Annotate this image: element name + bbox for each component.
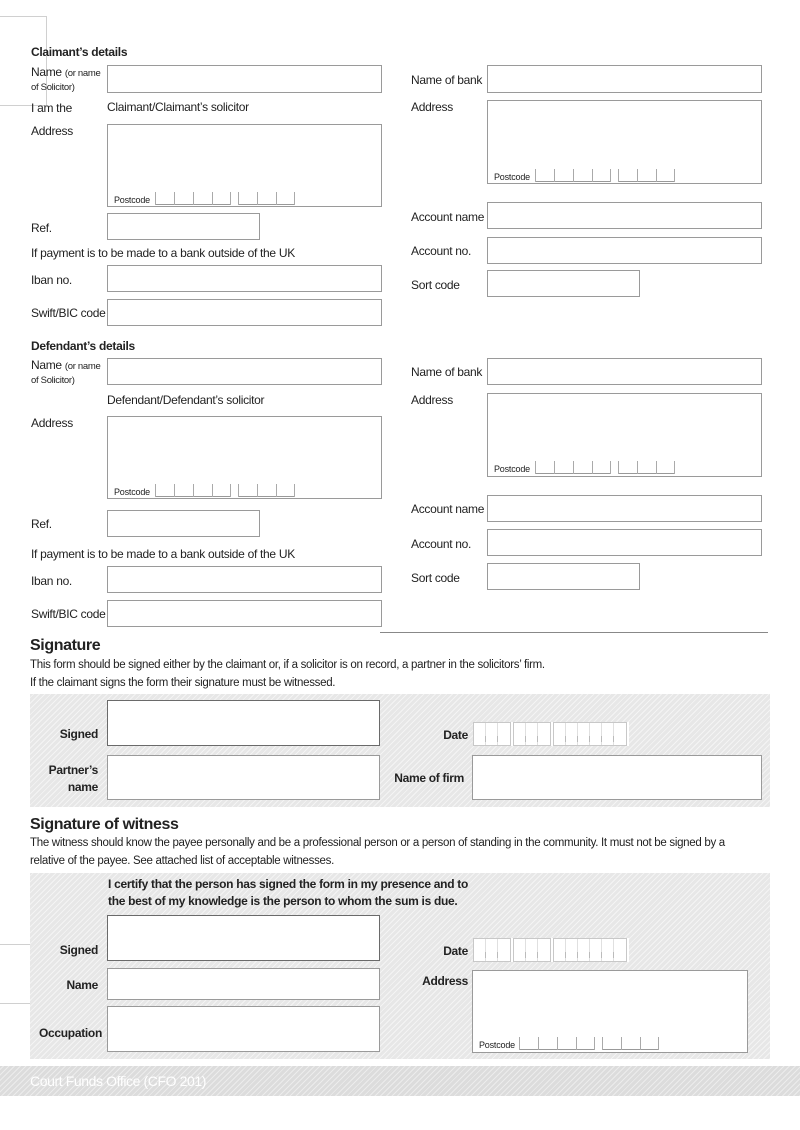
- defendant-account-no-label: Account no.: [411, 537, 472, 551]
- witness-name-input[interactable]: [107, 968, 380, 1000]
- defendant-bank-postcode-input[interactable]: [535, 461, 611, 474]
- claimant-swift-input[interactable]: [107, 299, 382, 326]
- defendant-bank-postcode-label: Postcode: [494, 464, 530, 474]
- claimant-bank-postcode-input[interactable]: [535, 169, 611, 182]
- firm-name-label: Name of firm: [394, 771, 464, 785]
- witness-date-input[interactable]: [473, 938, 629, 962]
- defendant-iban-input[interactable]: [107, 566, 382, 593]
- witness-instructions-2: relative of the payee. See attached list of acceptable witnesses.: [30, 855, 334, 867]
- signature-input[interactable]: [107, 700, 380, 746]
- claimant-bank-name-input[interactable]: [487, 65, 762, 93]
- defendant-bank-address-label: Address: [411, 393, 453, 407]
- claimant-bank-outside-note: If payment is to be made to a bank outside of the UK: [31, 246, 295, 260]
- defendant-bank-name-input[interactable]: [487, 358, 762, 385]
- claimant-iban-label: Iban no.: [31, 273, 72, 287]
- witness-certify-text: I certify that the person has signed the form in my presence and to the best of my knowledge is the person to whom the sum is due.: [108, 877, 468, 908]
- defendant-swift-input[interactable]: [107, 600, 382, 627]
- witness-postcode-label: Postcode: [479, 1040, 515, 1050]
- signature-instructions-2: If the claimant signs the form their signature must be witnessed.: [30, 677, 336, 689]
- witness-postcode-input[interactable]: [519, 1037, 595, 1050]
- defendant-address-input[interactable]: [107, 416, 382, 499]
- defendant-iban-label: Iban no.: [31, 574, 72, 588]
- partners-name-label: Partner’s name: [48, 763, 98, 794]
- defendant-swift-label: Swift/BIC code: [31, 607, 106, 621]
- defendant-bank-address-input[interactable]: [487, 393, 762, 477]
- claimant-account-name-label: Account name: [411, 210, 485, 224]
- section-divider: [380, 632, 768, 633]
- claimant-bank-postcode-input-2[interactable]: [618, 169, 675, 182]
- claimant-postcode-input-2[interactable]: [238, 192, 295, 205]
- claimant-address-input[interactable]: [107, 124, 382, 207]
- defendant-sort-code-input[interactable]: [487, 563, 640, 590]
- defendant-bank-name-label: Name of bank: [411, 365, 483, 379]
- claimant-bank-name-label: Name of bank: [411, 73, 483, 87]
- claimant-address-label: Address: [31, 124, 73, 138]
- claimant-bank-postcode-label: Postcode: [494, 172, 530, 182]
- claimant-postcode-input[interactable]: [155, 192, 231, 205]
- claimant-account-no-label: Account no.: [411, 244, 472, 258]
- signature-instructions-1: This form should be signed either by the claimant or, if a solicitor is on record, a partner in the solicitors’ firm.: [30, 659, 545, 671]
- corner-mark-bottom: [0, 944, 32, 1004]
- defendant-bank-outside-note: If payment is to be made to a bank outside of the UK: [31, 547, 295, 561]
- witness-signature-input[interactable]: [107, 915, 380, 961]
- defendant-name-label: Name (or name of Solicitor): [31, 358, 101, 386]
- claimant-name-label: Name (or name of Solicitor): [31, 65, 101, 93]
- defendant-postcode-label: Postcode: [114, 487, 150, 497]
- witness-date-label: Date: [443, 944, 468, 958]
- firm-name-input[interactable]: [472, 755, 762, 800]
- claimant-account-name-input[interactable]: [487, 202, 762, 229]
- witness-signed-label: Signed: [59, 943, 98, 957]
- claimant-postcode-label: Postcode: [114, 195, 150, 205]
- partners-name-input[interactable]: [107, 755, 380, 800]
- defendant-bank-postcode-input-2[interactable]: [618, 461, 675, 474]
- defendant-address-label: Address: [31, 416, 73, 430]
- claimant-iban-input[interactable]: [107, 265, 382, 292]
- witness-postcode-input-2[interactable]: [602, 1037, 659, 1050]
- claimant-bank-address-label: Address: [411, 100, 453, 114]
- defendant-ref-label: Ref.: [31, 517, 52, 531]
- claimant-heading: Claimant’s details: [31, 45, 128, 59]
- defendant-name-input[interactable]: [107, 358, 382, 385]
- defendant-postcode-input-2[interactable]: [238, 484, 295, 497]
- claimant-ref-label: Ref.: [31, 221, 52, 235]
- date-label: Date: [443, 728, 468, 742]
- footer-title: Court Funds Office (CFO 201): [30, 1073, 207, 1089]
- claimant-name-input[interactable]: [107, 65, 382, 93]
- claimant-account-no-input[interactable]: [487, 237, 762, 264]
- witness-instructions-1: The witness should know the payee personally and be a professional person or a person of standing in the community. It must not be signed by a: [30, 837, 725, 849]
- footer-bar: [0, 1066, 800, 1096]
- witness-name-label: Name: [66, 978, 98, 992]
- defendant-sort-code-label: Sort code: [411, 571, 460, 585]
- witness-panel: [30, 873, 770, 1059]
- claimant-sort-code-input[interactable]: [487, 270, 640, 297]
- signature-heading: Signature: [30, 637, 101, 654]
- defendant-heading: Defendant’s details: [31, 339, 135, 353]
- signed-label: Signed: [59, 727, 98, 741]
- witness-address-label: Address: [422, 974, 468, 988]
- witness-heading: Signature of witness: [30, 816, 179, 833]
- defendant-account-no-input[interactable]: [487, 529, 762, 556]
- witness-occupation-label: Occupation: [38, 1026, 102, 1040]
- claimant-bank-address-input[interactable]: [487, 100, 762, 184]
- defendant-ref-input[interactable]: [107, 510, 260, 537]
- signature-date-input[interactable]: [473, 722, 629, 746]
- claimant-iam-value: Claimant/Claimant’s solicitor: [107, 100, 249, 114]
- claimant-sort-code-label: Sort code: [411, 278, 460, 292]
- claimant-swift-label: Swift/BIC code: [31, 306, 106, 320]
- witness-address-input[interactable]: [472, 970, 748, 1053]
- defendant-account-name-input[interactable]: [487, 495, 762, 522]
- defendant-account-name-label: Account name: [411, 502, 485, 516]
- defendant-postcode-input[interactable]: [155, 484, 231, 497]
- claimant-iam-label: I am the: [31, 101, 72, 115]
- witness-occupation-input[interactable]: [107, 1006, 380, 1052]
- signature-panel: [30, 694, 770, 807]
- claimant-ref-input[interactable]: [107, 213, 260, 240]
- defendant-iam-value: Defendant/Defendant’s solicitor: [107, 393, 265, 407]
